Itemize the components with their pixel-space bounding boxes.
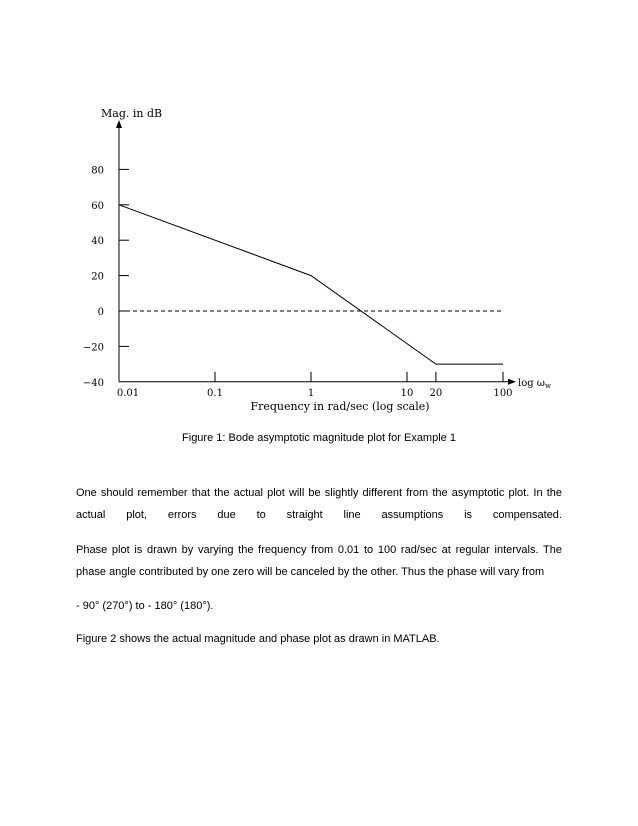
x-tick-label-4: 20 (429, 387, 443, 399)
y-tick-label-4: 0 (97, 307, 104, 318)
x-tick-label-5: 100 (493, 387, 513, 399)
paragraph-4: Figure 2 shows the actual magnitude and phase plot as drawn in MATLAB. (76, 633, 440, 645)
paragraph-2-line-1: Phase plot is drawn by varying the frequency from 0.01 to 100 rad/sec at regular intervals. The (76, 544, 562, 556)
y-tick-label-6: −40 (82, 377, 104, 389)
y-tick-label-5: −20 (82, 342, 104, 354)
x-tick-label-1: 0.1 (207, 387, 223, 399)
y-tick-label-0: 80 (91, 165, 104, 177)
y-tick-label-3: 20 (91, 271, 104, 283)
series-0-line (119, 205, 503, 364)
y-axis-label: Mag. in dB (101, 107, 163, 120)
x-axis-label: Frequency in rad/sec (log scale) (250, 400, 430, 413)
paragraph-2-line-2: phase angle contributed by one zero will be canceled by the other. Thus the phase will vary from (76, 566, 545, 578)
x-tick-label-3: 10 (400, 387, 414, 399)
paragraph-1-line-2: actual plot, errors due to straight line assumptions is compensated. (76, 509, 562, 521)
x-axis-end-label: $\log \omega_w$ (518, 377, 551, 390)
paragraph-3: - 90° (270°) to - 180° (180°). (76, 600, 214, 612)
x-tick-label-2: 1 (307, 387, 315, 399)
figure-caption: Figure 1: Bode asymptotic magnitude plot for Example 1 (182, 432, 456, 444)
paragraph-1-line-1: One should remember that the actual plot will be slightly different from the asymptotic plot. In the (76, 487, 562, 499)
x-axis-arrow (508, 379, 516, 385)
y-axis-arrow (116, 120, 122, 128)
x-tick-label-0: 0.01 (116, 387, 140, 399)
y-tick-label-1: 60 (91, 200, 104, 212)
y-tick-label-2: 40 (91, 236, 104, 248)
